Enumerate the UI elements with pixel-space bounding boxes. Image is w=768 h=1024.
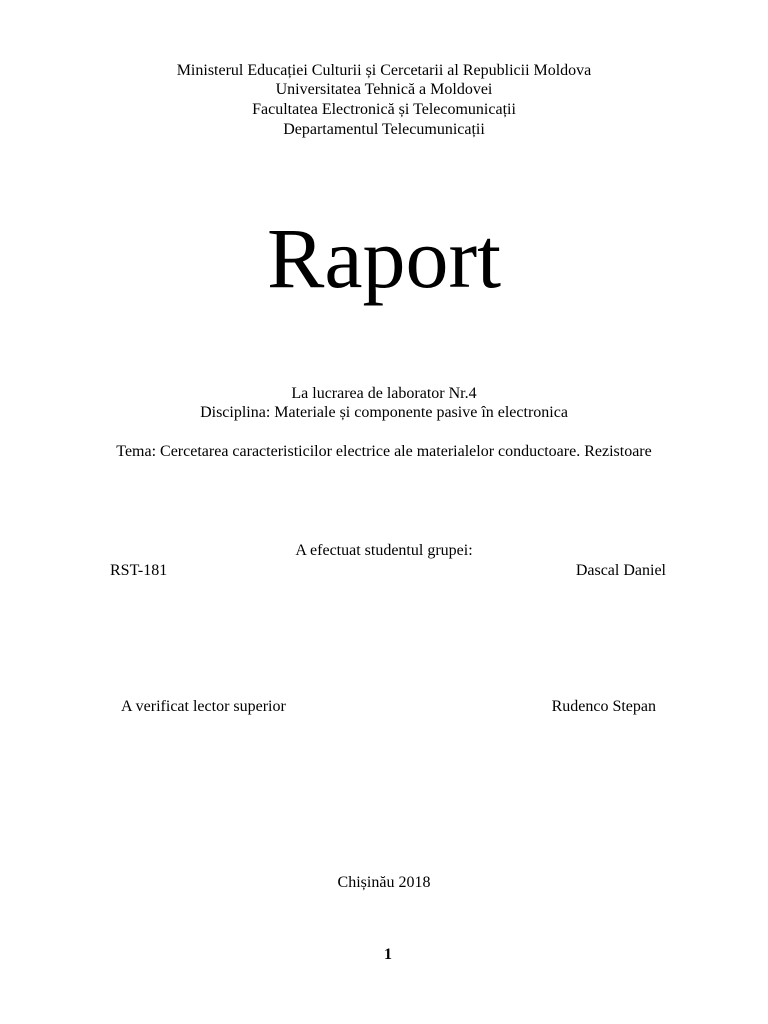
- student-name: Dascal Daniel: [575, 562, 666, 579]
- document-title: Raport: [266, 210, 502, 306]
- page-number: 1: [384, 946, 392, 963]
- discipline-line: Disciplina: Materiale și componente pasive în electronica: [200, 404, 568, 421]
- city-year: Chișinău 2018: [337, 874, 431, 891]
- ministry-line: Ministerul Educației Culturii și Cercetarii al Republicii Moldova: [176, 62, 592, 79]
- verifier-label: A verificat lector superior: [121, 698, 286, 715]
- verifier-name: Rudenco Stepan: [551, 698, 656, 715]
- department-line: Departamentul Telecumunicații: [283, 121, 485, 138]
- topic-line: Tema: Cercetarea caracteristicilor electrice ale materialelor conductoare. Rezistoare: [116, 443, 652, 460]
- faculty-line: Facultatea Electronică și Telecomunicații: [252, 101, 516, 118]
- student-group: RST-181: [110, 562, 168, 579]
- lab-work-line: La lucrarea de laborator Nr.4: [291, 385, 477, 402]
- student-label: A efectuat studentul grupei:: [295, 542, 473, 559]
- university-line: Universitatea Tehnică a Moldovei: [275, 81, 493, 98]
